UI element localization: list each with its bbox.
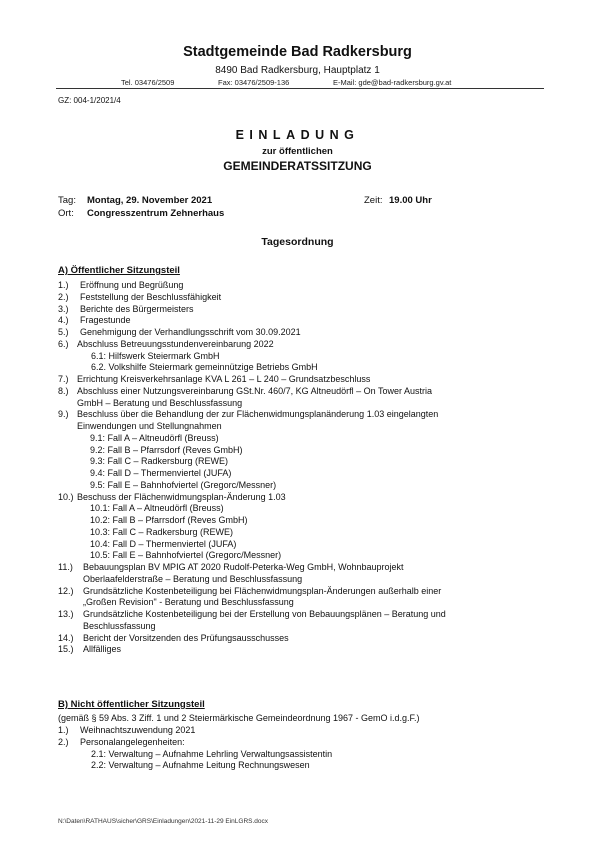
invitation-title: EINLADUNG [235, 128, 360, 142]
agenda-item-number: 1.) [58, 280, 69, 290]
meeting-title: GEMEINDERATSSITZUNG [223, 159, 372, 173]
agenda-item-number: 1.) [58, 725, 69, 735]
section-a-heading: A) Öffentlicher Sitzungsteil [58, 265, 180, 276]
contact-email: E-Mail: gde@bad-radkersburg.gv.at [333, 78, 452, 87]
agenda-item-text: Fragestunde [80, 315, 131, 326]
agenda-item-text: Beschluss über die Behandlung der zur Flächenwidmungsplanänderung 1.03 eingelangten [77, 409, 439, 420]
agenda-item-number: 7.) [58, 374, 69, 384]
agenda-item-text: Personalangelegenheiten: [80, 736, 185, 747]
section-b-heading: B) Nicht öffentlicher Sitzungsteil [58, 699, 205, 710]
agenda-item-number: 10.) [58, 491, 74, 502]
agenda-item-number: 8.) [58, 385, 69, 396]
agenda-item-text: Eröffnung und Begrüßung [80, 280, 184, 290]
tag-label: Tag: [58, 195, 76, 206]
agenda-item-text: Grundsätzliche Kostenbeteiligung bei Flächenwidmungsplan-Änderungen außerhalb einer [83, 585, 442, 596]
agenda-item-text: Einwendungen und Stellungnahmen [77, 421, 222, 431]
municipality-address: 8490 Bad Radkersburg, Hauptplatz 1 [215, 65, 380, 76]
agenda-item-number: 15.) [58, 644, 74, 655]
agenda-item-text: Errichtung Kreisverkehrsanlage KVA L 261 – L 240 – Grundsatzbeschluss [77, 374, 371, 384]
municipality-title: Stadtgemeinde Bad Radkersburg [183, 44, 412, 60]
agenda-item-text: Weihnachtszuwendung 2021 [80, 725, 196, 735]
agenda-title: Tagesordnung [261, 236, 334, 248]
section-b-note: (gemäß § 59 Abs. 3 Ziff. 1 und 2 Steiermärkische Gemeindeordnung 1967 - GemO i.d.g.F.) [58, 713, 420, 723]
agenda-item-number: 6.) [58, 338, 69, 349]
agenda-item-text: 2.1: Verwaltung – Aufnahme Lehrling Verwaltungsassistentin [91, 748, 333, 759]
agenda-item-text: 10.2: Fall B – Pfarrsdorf (Reves GmbH) [90, 515, 248, 525]
agenda-item-number: 9.) [58, 409, 69, 420]
agenda-item-text: 9.5: Fall E – Bahnhofviertel (Gregorc/Messner) [90, 479, 277, 490]
file-reference: GZ: 004-1/2021/4 [58, 96, 121, 105]
agenda-item-number: 11.) [58, 562, 73, 572]
ort-value: Congresszentrum Zehnerhaus [87, 208, 225, 219]
agenda-item-text: 10.5: Fall E – Bahnhofviertel (Gregorc/Messner) [90, 550, 282, 561]
agenda-item-number: 3.) [58, 303, 69, 314]
agenda-item-text: Oberlaafelderstraße – Beratung und Beschlussfassung [83, 573, 303, 584]
agenda-item-text: Beschlussfassung [83, 620, 156, 631]
agenda-item-text: 9.2: Fall B – Pfarrsdorf (Reves GmbH) [90, 444, 243, 455]
agenda-item-text: Bericht der Vorsitzenden des Prüfungsausschusses [83, 632, 289, 643]
agenda-item-text: „Großen Revision" - Beratung und Beschlussfassung [83, 597, 294, 608]
agenda-item-text: Abschluss Betreuungsstundenvereinbarung 2022 [77, 338, 274, 349]
agenda-item-text: 2.2: Verwaltung – Aufnahme Leitung Rechnungswesen [91, 760, 310, 771]
agenda-item-text: Genehmigung der Verhandlungsschrift vom 30.09.2021 [80, 327, 301, 337]
contact-tel: Tel. 03476/2509 [121, 78, 175, 87]
header-divider [56, 88, 544, 89]
agenda-item-text: Grundsätzliche Kostenbeteiligung bei der Erstellung von Bebauungsplänen – Beratung und [83, 609, 446, 619]
tag-value: Montag, 29. November 2021 [87, 195, 213, 206]
agenda-item-text: Allfälliges [83, 644, 122, 655]
agenda-item-text: 10.4: Fall D – Thermenviertel (JUFA) [90, 538, 237, 549]
zeit-value: 19.00 Uhr [389, 195, 432, 206]
agenda-item-number: 13.) [58, 609, 74, 619]
agenda-item-text: 10.1: Fall A – Altneudörfl (Breuss) [90, 503, 224, 514]
agenda-item-text: 6.1: Hilfswerk Steiermark GmbH [91, 350, 220, 361]
agenda-item-text: GmbH – Beratung und Beschlussfassung [77, 397, 243, 408]
contact-fax: Fax: 03476/2509-136 [218, 78, 290, 87]
file-path-footer: N:\Daten\RATHAUS\sicher\GRS\Einladungen\2021-11-29 EinLGRS.docx [58, 818, 269, 825]
agenda-item-text: 9.4: Fall D – Thermenviertel (JUFA) [90, 468, 232, 478]
agenda-item-number: 2.) [58, 736, 69, 747]
agenda-item-text: 10.3: Fall C – Radkersburg (REWE) [90, 526, 234, 537]
agenda-item-text: Bebauungsplan BV MPIG AT 2020 Rudolf-Peterka-Weg GmbH, Wohnbauprojekt [83, 562, 404, 572]
agenda-item-number: 4.) [58, 315, 69, 326]
agenda-item-number: 12.) [58, 585, 74, 596]
agenda-item-text: Beschuss der Flächenwidmungsplan-Änderung 1.03 [77, 491, 286, 502]
agenda-item-text: 6.2. Volkshilfe Steiermark gemeinnützige Betriebs GmbH [91, 362, 318, 373]
agenda-item-text: Berichte des Bürgermeisters [80, 303, 194, 314]
agenda-item-number: 14.) [58, 632, 74, 643]
zeit-label: Zeit: [364, 195, 383, 206]
ort-label: Ort: [58, 208, 74, 219]
agenda-item-number: 2.) [58, 291, 69, 302]
agenda-item-text: 9.3: Fall C – Radkersburg (REWE) [90, 456, 229, 467]
agenda-item-text: 9.1: Fall A – Altneudörfl (Breuss) [90, 432, 219, 443]
agenda-item-text: Abschluss einer Nutzungsvereinbarung GSt.Nr. 460/7, KG Altneudörfl – On Tower Austria [77, 385, 433, 396]
agenda-item-text: Feststellung der Beschlussfähigkeit [80, 291, 222, 302]
invitation-subtitle: zur öffentlichen [262, 146, 333, 157]
agenda-item-number: 5.) [58, 327, 69, 337]
